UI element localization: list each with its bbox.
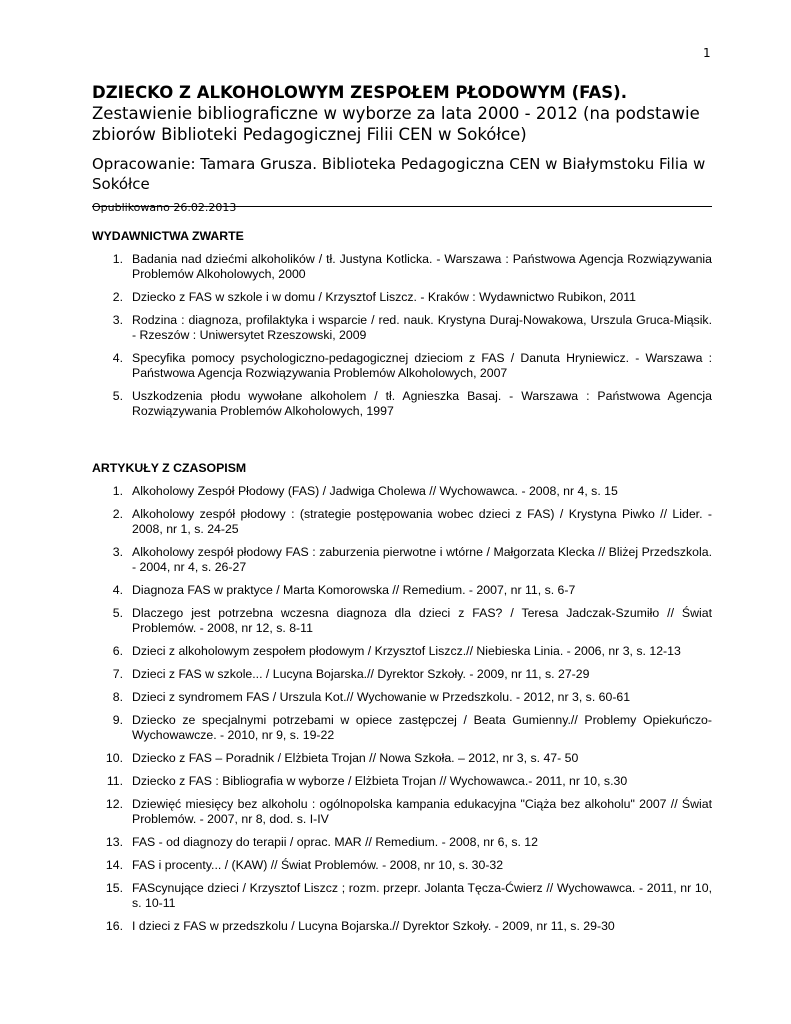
bibliography-list (92, 252, 712, 419)
item-citation: Dzieci z FAS w szkole... / Lucyna Bojarska.// Dyrektor Szkoły. - 2009, nr 11, s. 27-29 (132, 667, 590, 681)
item-citation: Dziecko z FAS – Poradnik / Elżbieta Trojan // Nowa Szkoła. – 2012, nr 3, s. 47- 50 (132, 751, 579, 765)
item-number: 12. (105, 797, 123, 811)
item-number: 15. (105, 881, 123, 895)
published-date: Opublikowano 26.02.2013 (92, 201, 237, 214)
item-number: 1. (112, 484, 123, 498)
list-item (92, 583, 712, 598)
section-heading: ARTYKUŁY Z CZASOPISM (92, 461, 247, 475)
item-number: 3. (112, 545, 123, 559)
list-item (92, 751, 712, 766)
list-item (92, 507, 712, 537)
item-citation: FAS - od diagnozy do terapii / oprac. MAR // Remedium. - 2008, nr 6, s. 12 (132, 835, 538, 849)
item-citation: Specyfika pomocy psychologiczno-pedagogicznej dzieciom z FAS / Danuta Hryniewicz. - Warszawa : Państwowa Agencja Rozwiązywania Problemów Alkoholowych, 2007 (132, 351, 712, 380)
item-citation: Dlaczego jest potrzebna wczesna diagnoza dla dzieci z FAS? / Teresa Jadczak-Szumiło // Świat Problemów. - 2008, nr 12, s. 8-11 (132, 606, 712, 635)
list-item (92, 389, 712, 419)
author-line: Opracowanie: Tamara Grusza. Biblioteka Pedagogiczna CEN w Białymstoku Filia w Sokółce (92, 155, 706, 193)
item-citation: Alkoholowy Zespół Płodowy (FAS) / Jadwiga Cholewa // Wychowawca. - 2008, nr 4, s. 15 (132, 484, 618, 498)
section-heading: WYDAWNICTWA ZWARTE (92, 229, 244, 243)
item-citation: Alkoholowy zespół płodowy : (strategie postępowania wobec dzieci z FAS) / Krystyna Piwko // Lider. - 2008, nr 1, s. 24-25 (132, 507, 712, 536)
list-item (92, 713, 712, 743)
item-number: 5. (112, 389, 123, 403)
list-item (92, 351, 712, 381)
item-number: 14. (105, 858, 123, 872)
item-number: 4. (112, 351, 123, 365)
header-divider (92, 206, 712, 207)
item-citation: Dziecko ze specjalnymi potrzebami w opiece zastępczej / Beata Gumienny.// Problemy Opiekuńczo-Wychowawcze. - 2010, nr 9, s. 19-22 (132, 713, 712, 742)
section-books (92, 229, 712, 427)
list-item (92, 290, 712, 305)
title-bold: DZIECKO Z ALKOHOLOWYM ZESPOŁEM PŁODOWYM (FAS). (92, 83, 627, 102)
page-number: 1 (703, 46, 711, 60)
item-number: 9. (112, 713, 123, 727)
item-number: 3. (112, 313, 123, 327)
section-articles (92, 461, 712, 942)
item-citation: Diagnoza FAS w praktyce / Marta Komorowska // Remedium. - 2007, nr 11, s. 6-7 (132, 583, 576, 597)
item-citation: Dziecko z FAS w szkole i w domu / Krzysztof Liszcz. - Kraków : Wydawnictwo Rubikon, 2011 (132, 290, 637, 304)
list-item (92, 606, 712, 636)
item-citation: Dzieci z syndromem FAS / Urszula Kot.// Wychowanie w Przedszkolu. - 2012, nr 3, s. 60-61 (132, 690, 631, 704)
item-number: 2. (112, 290, 123, 304)
item-number: 5. (112, 606, 123, 620)
item-number: 13. (105, 835, 123, 849)
document-header (92, 82, 712, 214)
list-item (92, 690, 712, 705)
item-number: 2. (112, 507, 123, 521)
item-citation: Uszkodzenia płodu wywołane alkoholem / tł. Agnieszka Basaj. - Warszawa : Państwowa Agencja Rozwiązywania Problemów Alkoholowych, 1997 (132, 389, 712, 418)
item-citation: Dzieci z alkoholowym zespołem płodowym / Krzysztof Liszcz.// Niebieska Linia. - 2006, nr 3, s. 12-13 (132, 644, 681, 658)
item-citation: I dzieci z FAS w przedszkolu / Lucyna Bojarska.// Dyrektor Szkoły. - 2009, nr 11, s. 29-30 (132, 919, 615, 933)
title-rest: Zestawienie bibliograficzne w wyborze za lata 2000 - 2012 (na podstawie zbiorów Biblioteki Pedagogicznej Filii CEN w Sokółce) (92, 104, 700, 144)
list-item (92, 881, 712, 911)
list-item (92, 252, 712, 282)
item-number: 10. (105, 751, 123, 765)
item-number: 7. (112, 667, 123, 681)
list-item (92, 667, 712, 682)
list-item (92, 545, 712, 575)
list-item (92, 797, 712, 827)
item-number: 6. (112, 644, 123, 658)
item-number: 4. (112, 583, 123, 597)
item-citation: Dziecko z FAS : Bibliografia w wyborze / Elżbieta Trojan // Wychowawca.- 2011, nr 10, s.30 (132, 774, 628, 788)
item-citation: Rodzina : diagnoza, profilaktyka i wsparcie / red. nauk. Krystyna Duraj-Nowakowa, Urszula Gruca-Miąsik. - Rzeszów : Uniwersytet Rzeszowski, 2009 (132, 313, 712, 342)
bibliography-list (92, 484, 712, 934)
list-item (92, 919, 712, 934)
item-citation: Badania nad dziećmi alkoholików / tł. Justyna Kotlicka. - Warszawa : Państwowa Agencja Rozwiązywania Problemów Alkoholowych, 2000 (132, 252, 712, 281)
list-item (92, 484, 712, 499)
item-citation: FAS i procenty... / (KAW) // Świat Problemów. - 2008, nr 10, s. 30-32 (132, 858, 504, 872)
item-number: 1. (112, 252, 123, 266)
list-item (92, 313, 712, 343)
item-citation: Alkoholowy zespół płodowy FAS : zaburzenia pierwotne i wtórne / Małgorzata Klecka // Bliżej Przedszkola. - 2004, nr 4, s. 26-27 (132, 545, 712, 574)
item-number: 8. (112, 690, 123, 704)
document-title (92, 82, 712, 145)
item-number: 16. (105, 919, 123, 933)
list-item (92, 835, 712, 850)
list-item (92, 644, 712, 659)
list-item (92, 858, 712, 873)
item-citation: FAScynujące dzieci / Krzysztof Liszcz ; rozm. przepr. Jolanta Tęcza-Ćwierz // Wychowawca. - 2011, nr 10, s. 10-11 (132, 881, 712, 910)
list-item (92, 774, 712, 789)
item-number: 11. (106, 774, 123, 788)
item-citation: Dziewięć miesięcy bez alkoholu : ogólnopolska kampania edukacyjna "Ciąża bez alkoholu" 2007 // Świat Problemów. - 2007, nr 8, dod. s. I-IV (132, 797, 712, 826)
